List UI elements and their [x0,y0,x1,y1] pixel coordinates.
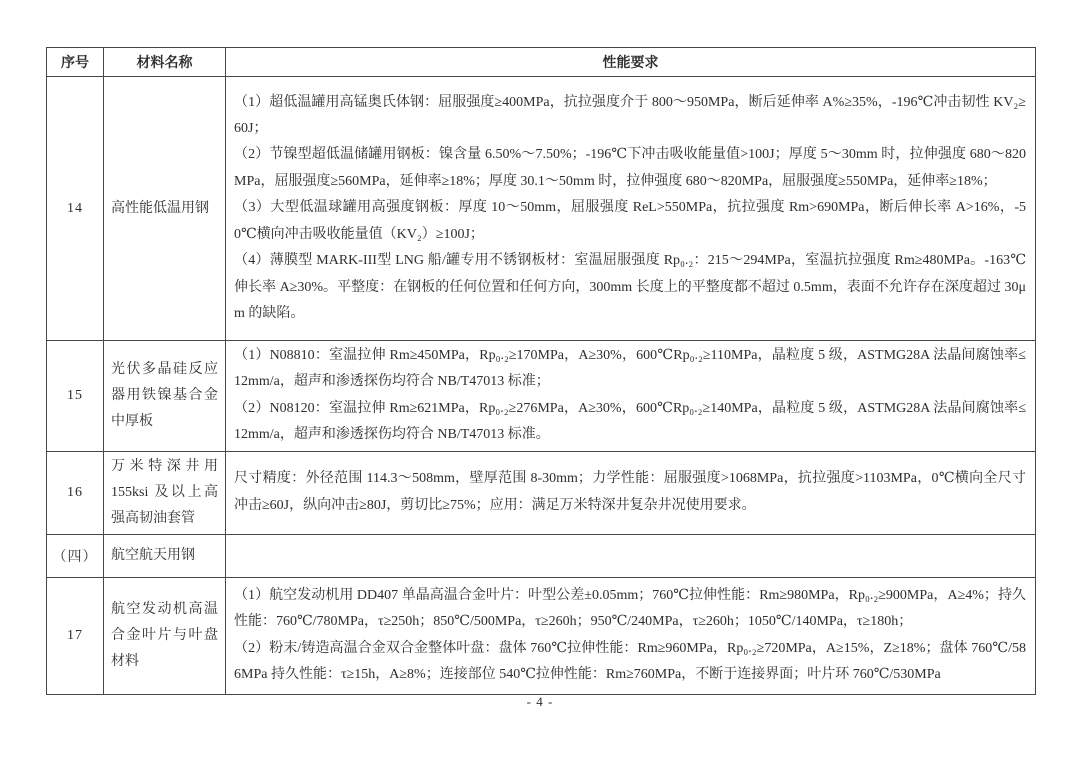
material-spec-table [46,47,1036,695]
material-name-cell: 航空航天用钢 [104,534,226,577]
requirement-paragraph: （2）N08120：室温拉伸 Rm≥621MPa，Rp₀.₂≥276MPa，A≥30%，600℃Rp₀.₂≥140MPa，晶粒度 5 级，ASTMG28A 法晶间腐蚀率≤12mm/a，超声和渗透探伤均符合 NB/T47013 标准。 [234,400,1026,443]
table-header [47,48,1036,77]
requirement-paragraph: （2）节镍型超低温储罐用钢板：镍含量 6.50%～7.50%；-196℃下冲击吸收能量值>100J；厚度 5～30mm 时，拉伸强度 680～820MPa，屈服强度≥560MPa，延伸率≥18%；厚度 30.1～50mm 时，拉伸强度 680～820MPa，屈服强度≥550MPa，延伸率≥18%； [234,147,1026,189]
performance-requirements-cell [226,577,1036,694]
performance-requirements-cell [226,77,1036,341]
material-name-cell: 航空发动机高温合金叶片与叶盘材料 [104,577,226,694]
header-performance-requirements: 性能要求 [226,48,1036,77]
requirement-paragraph: （4）薄膜型 MARK-III型 LNG 船/罐专用不锈钢板材：室温屈服强度 Rp₀.₂：215～294MPa，室温抗拉强度 Rm≥480MPa。-163℃伸长率 A≥30%。平整度：在钢板的任何位置和任何方向，300mm 长度上的平整度都不超过 0.5mm，表面不允许存在深度超过 30μm 的缺陷。 [234,253,1026,321]
performance-requirements-cell [226,451,1036,534]
table-row [47,341,1036,452]
header-material-name: 材料名称 [104,48,226,77]
header-row [47,48,1036,77]
requirement-paragraph: （1）超低温罐用高锰奥氏体钢：屈服强度≥400MPa，抗拉强度介于 800～950MPa，断后延伸率 A%≥35%，-196℃冲击韧性 KV₂≥60J； [234,94,1026,137]
serial-number-cell: （四） [47,534,104,577]
table-row [47,577,1036,694]
performance-requirements-cell [226,341,1036,452]
material-name-cell: 万米特深井用 155ksi 及以上高强高韧油套管 [104,451,226,534]
serial-number-cell: 15 [47,341,104,452]
table-row [47,77,1036,341]
requirement-paragraph: （2）粉末/铸造高温合金双合金整体叶盘：盘体 760℃拉伸性能：Rm≥960MPa，Rp₀.₂≥720MPa，A≥15%，Z≥18%；盘体 760℃/586MPa 持久性能：τ≥15h，A≥8%；连接部位 540℃拉伸性能：Rm≥760MPa，不断于连接界面；叶片环 760℃/530MPa [234,640,1026,683]
material-name-cell: 高性能低温用钢 [104,77,226,341]
performance-requirements-cell [226,534,1036,577]
requirement-paragraph: （1）N08810：室温拉伸 Rm≥450MPa，Rp₀.₂≥170MPa，A≥30%，600℃Rp₀.₂≥110MPa，晶粒度 5 级，ASTMG28A 法晶间腐蚀率≤12mm/a，超声和渗透探伤均符合 NB/T47013 标准； [234,348,1026,390]
serial-number-cell: 16 [47,451,104,534]
requirement-paragraph: （1）航空发动机用 DD407 单晶高温合金叶片：叶型公差±0.05mm；760℃拉伸性能：Rm≥980MPa，Rp₀.₂≥900MPa，A≥4%；持久性能：760℃/780MPa，τ≥250h；850℃/500MPa，τ≥260h；950℃/240MPa，τ≥260h；1050℃/140MPa，τ≥180h； [234,587,1026,630]
table-row [47,534,1036,577]
page-number: - 4 - [526,694,554,709]
requirement-paragraph: 尺寸精度：外径范围 114.3～508mm，壁厚范围 8-30mm；力学性能：屈服强度>1068MPa，抗拉强度>1103MPa，0℃横向全尺寸冲击≥60J，纵向冲击≥80J，剪切比≥75%；应用：满足万米特深井复杂井况使用要求。 [234,471,1026,513]
table-body [47,77,1036,695]
table-row [47,451,1036,534]
serial-number-cell: 14 [47,77,104,341]
requirement-paragraph: （3）大型低温球罐用高强度钢板：厚度 10～50mm，屈服强度 ReL>550MPa，抗拉强度 Rm>690MPa，断后伸长率 A>16%，-50℃横向冲击吸收能量值（KV₂）≥100J； [234,200,1026,242]
material-name-cell: 光伏多晶硅反应器用铁镍基合金中厚板 [104,341,226,452]
serial-number-cell: 17 [47,577,104,694]
header-serial-number: 序号 [47,48,104,77]
